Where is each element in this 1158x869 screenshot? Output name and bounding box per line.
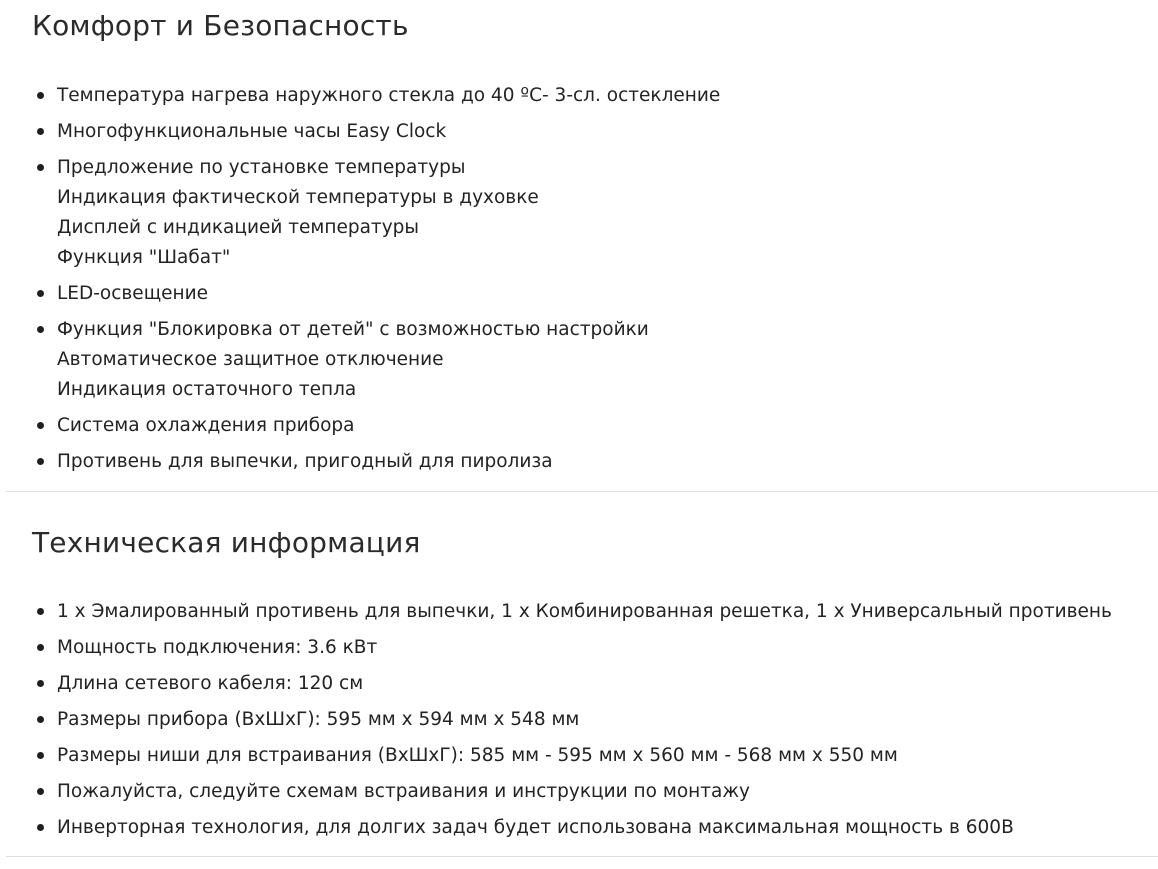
bullet-icon bbox=[37, 644, 44, 651]
comfort-feature-item bbox=[6, 81, 720, 111]
bullet-icon bbox=[37, 422, 44, 429]
bullet-icon bbox=[37, 164, 44, 171]
technical-info-item bbox=[6, 633, 1112, 663]
feature-text: Температура нагрева наружного стекла до 40 ºС- 3-сл. остекление bbox=[57, 85, 721, 106]
bullet-icon bbox=[37, 326, 44, 333]
technical-info-item bbox=[6, 597, 1112, 627]
bullet-icon bbox=[37, 788, 44, 795]
feature-text: Индикация остаточного тепла bbox=[57, 379, 357, 400]
feature-text: Длина сетевого кабеля: 120 см bbox=[57, 673, 364, 694]
feature-text: Размеры прибора (ВхШхГ): 595 мм x 594 мм x 548 мм bbox=[57, 709, 580, 730]
technical-info-item bbox=[6, 669, 1112, 699]
bullet-icon bbox=[37, 92, 44, 99]
comfort-feature-item bbox=[6, 153, 720, 273]
technical-info-item bbox=[6, 777, 1112, 807]
feature-text: Размеры ниши для встраивания (ВхШхГ): 585 мм - 595 мм x 560 мм - 568 мм x 550 мм bbox=[57, 745, 898, 766]
feature-text: Противень для выпечки, пригодный для пиролиза bbox=[57, 451, 553, 472]
bullet-icon bbox=[37, 290, 44, 297]
feature-text: Функция "Блокировка от детей" с возможностью настройки bbox=[57, 319, 649, 340]
section-title: Комфорт и Безопасность bbox=[32, 9, 409, 42]
feature-text: Многофункциональные часы Easy Clock bbox=[57, 121, 447, 142]
feature-text: Инверторная технология, для долгих задач будет использована максимальная мощность в 600В bbox=[57, 817, 1014, 838]
feature-text: Пожалуйста, следуйте схемам встраивания и инструкции по монтажу bbox=[57, 781, 750, 802]
comfort-feature-list bbox=[6, 81, 720, 483]
feature-text: Дисплей с индикацией температуры bbox=[57, 217, 419, 238]
comfort-feature-item bbox=[6, 411, 720, 441]
bullet-icon bbox=[37, 680, 44, 687]
bullet-icon bbox=[37, 608, 44, 615]
feature-text: Автоматическое защитное отключение bbox=[57, 349, 444, 370]
feature-text: Мощность подключения: 3.6 кВт bbox=[57, 637, 378, 658]
feature-text: 1 x Эмалированный противень для выпечки, 1 x Комбинированная решетка, 1 x Универсальный противень bbox=[57, 601, 1112, 622]
bullet-icon bbox=[37, 128, 44, 135]
feature-text: LED-освещение bbox=[57, 283, 208, 304]
bullet-icon bbox=[37, 824, 44, 831]
technical-info-list bbox=[6, 597, 1112, 849]
comfort-feature-item bbox=[6, 315, 720, 405]
bullet-icon bbox=[37, 458, 44, 465]
technical-info-item bbox=[6, 705, 1112, 735]
feature-text: Система охлаждения прибора bbox=[57, 415, 355, 436]
feature-text: Индикация фактической температуры в духовке bbox=[57, 187, 539, 208]
comfort-feature-item bbox=[6, 117, 720, 147]
technical-info-item bbox=[6, 813, 1112, 843]
feature-text: Предложение по установке температуры bbox=[57, 157, 466, 178]
bullet-icon bbox=[37, 752, 44, 759]
feature-text: Функция "Шабат" bbox=[57, 247, 231, 268]
comfort-feature-item bbox=[6, 447, 720, 477]
technical-info-item bbox=[6, 741, 1112, 771]
comfort-feature-item bbox=[6, 279, 720, 309]
section-title: Техническая информация bbox=[32, 526, 421, 559]
bullet-icon bbox=[37, 716, 44, 723]
